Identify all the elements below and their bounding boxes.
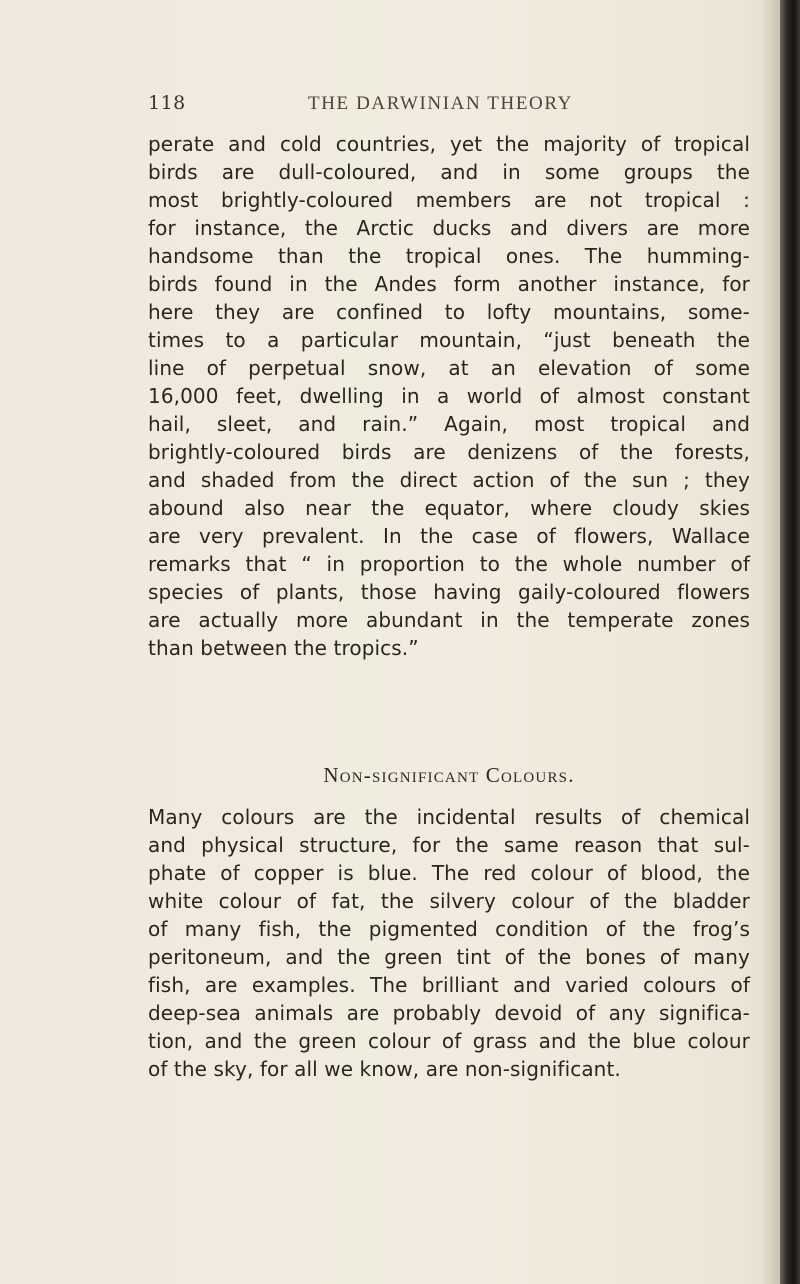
text-line: birds are dull-coloured, and in some groups the (148, 160, 750, 184)
text-line: are very prevalent. In the case of flowers, Wallace (148, 524, 750, 548)
running-head (148, 92, 748, 120)
text-line: hail, sleet, and rain.” Again, most tropical and (148, 412, 750, 436)
paragraph-2 (148, 803, 750, 1083)
text-line: deep-sea animals are probably devoid of any significa- (148, 1001, 750, 1025)
section-heading: Non-significant Colours. (323, 763, 575, 787)
text-line: white colour of fat, the silvery colour of the bladder (148, 889, 750, 913)
text-line: line of perpetual snow, at an elevation of some (148, 356, 750, 380)
page-number: 118 (148, 92, 186, 114)
book-binding-edge (780, 0, 800, 1284)
text-line: most brightly-coloured members are not tropical : (148, 188, 750, 212)
text-line: here they are confined to lofty mountains, some- (148, 300, 750, 324)
text-line: handsome than the tropical ones. The humming- (148, 244, 750, 268)
text-line: are actually more abundant in the temperate zones (148, 608, 750, 632)
running-title: THE DARWINIAN THEORY (308, 93, 573, 114)
text-line: of the sky, for all we know, are non-significant. (148, 1057, 621, 1081)
text-line: perate and cold countries, yet the majority of tropical (148, 132, 750, 156)
text-line: species of plants, those having gaily-coloured flowers (148, 580, 750, 604)
text-line: birds found in the Andes form another instance, for (148, 272, 750, 296)
text-line: phate of copper is blue. The red colour of blood, the (148, 861, 750, 885)
binding-shadow (762, 0, 780, 1284)
text-line: for instance, the Arctic ducks and divers are more (148, 216, 750, 240)
text-line: fish, are examples. The brilliant and varied colours of (148, 973, 750, 997)
text-line: brightly-coloured birds are denizens of the forests, (148, 440, 750, 464)
text-line: peritoneum, and the green tint of the bones of many (148, 945, 750, 969)
text-line: times to a particular mountain, “just beneath the (148, 328, 750, 352)
text-line: of many fish, the pigmented condition of the frog’s (148, 917, 750, 941)
text-line: and physical structure, for the same reason that sul- (148, 833, 750, 857)
text-line: 16,000 feet, dwelling in a world of almost constant (148, 384, 750, 408)
text-line: Many colours are the incidental results of chemical (148, 805, 750, 829)
text-line: than between the tropics.” (148, 636, 419, 660)
paragraph-1 (148, 130, 750, 662)
text-line: tion, and the green colour of grass and the blue colour (148, 1029, 750, 1053)
text-line: remarks that “ in proportion to the whole number of (148, 552, 750, 576)
text-line: abound also near the equator, where cloudy skies (148, 496, 750, 520)
text-line: and shaded from the direct action of the sun ; they (148, 468, 750, 492)
